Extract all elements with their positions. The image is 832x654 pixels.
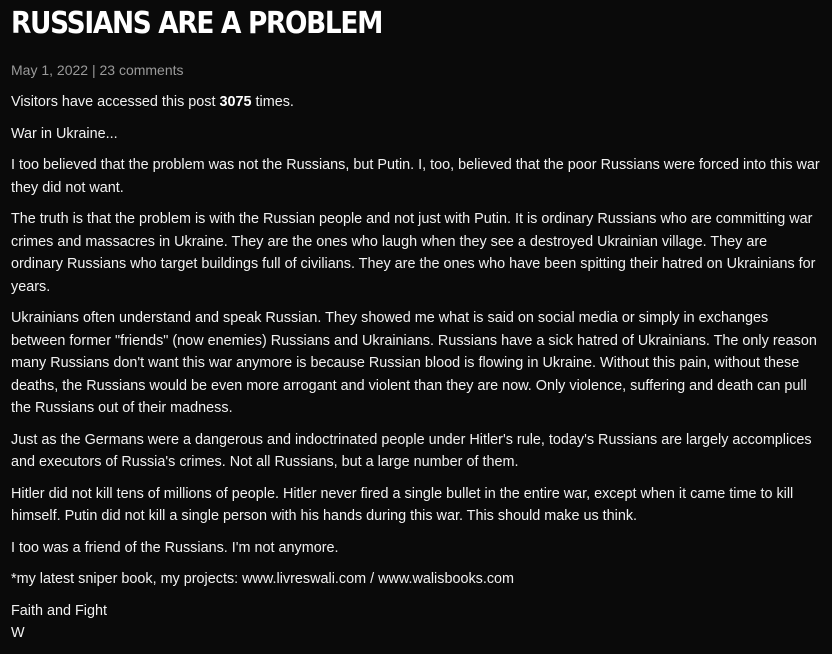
blog-post (11, 4, 823, 654)
paragraph: Hitler did not kill tens of millions of people. Hitler never fired a single bullet in the entire war, except when it came time to kill himself. Putin did not kill a single person with his hands during this war. This should make us think. (11, 485, 794, 524)
paragraph: Just as the Germans were a dangerous and indoctrinated people under Hitler's rule, today's Russians are largely accomplices and executors of Russia's crimes. Not all Russians, but a large number of them. (11, 431, 812, 470)
walisbooks-link[interactable]: www.walisbooks.com (378, 571, 515, 587)
paragraph: War in Ukraine... (11, 125, 118, 142)
paragraph: The truth is that the problem is with the Russian people and not just with Putin. It is ordinary Russians who are committing war crimes and massacres in Ukraine. They are the ones who laugh when they see a destroyed Ukrainian village. They are ordinary Russians who target buildings full of civilians. They are the ones who have been spitting their hatred on Ukrainians for years. (11, 211, 816, 295)
links-prefix: *my latest sniper book, my projects: (11, 571, 243, 587)
paragraph: I too was a friend of the Russians. I'm not anymore. (11, 539, 339, 556)
visit-count: 3075 (219, 94, 252, 110)
post-date: May 1, 2022 (11, 62, 89, 78)
paragraph: Ukrainians often understand and speak Russian. They showed me what is said on social media or simply in exchanges between former "friends" (now enemies) Russians and Ukrainians. Russians have a sick hatred of Ukrainians. The only reason many Russians don't want this war anymore is because Russian blood is flowing in Ukraine. Without this pain, without these deaths, the Russians would be even more arrogant and violent than they are now. Only violence, suffering and death can pull the Russians out of their madness. (11, 310, 817, 416)
links-paragraph (11, 568, 823, 591)
post-title: RUSSIANS ARE A PROBLEM (11, 6, 383, 41)
visit-counter-suffix: times. (251, 94, 294, 110)
links-separator: / (366, 571, 379, 587)
meta-separator: | (88, 62, 100, 78)
visit-counter (11, 91, 823, 114)
signoff-text: Faith and Fight (11, 602, 107, 619)
signature-initial: W (11, 625, 25, 641)
comments-link[interactable]: 23 comments (99, 62, 184, 78)
post-body (11, 91, 823, 645)
paragraph: I too believed that the problem was not the Russians, but Putin. I, too, believed that the poor Russians were forced into this war they did not want. (11, 157, 820, 196)
livreswali-link[interactable]: www.livreswali.com (242, 571, 367, 587)
visit-counter-prefix: Visitors have accessed this post (11, 94, 220, 110)
post-meta (11, 61, 823, 79)
